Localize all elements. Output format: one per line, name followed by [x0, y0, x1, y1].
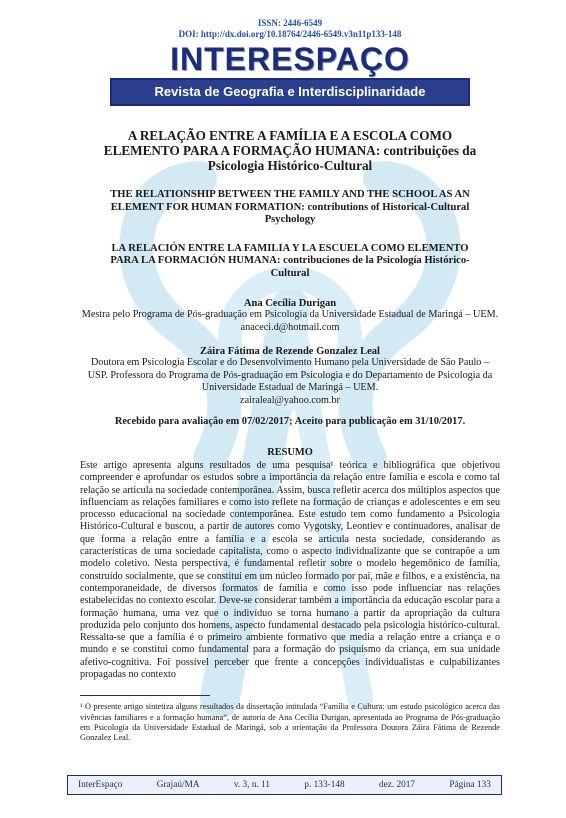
author-email[interactable]: zairaleal@yahoo.com.br	[240, 394, 340, 406]
issn-block	[80, 18, 500, 40]
title-portuguese	[80, 128, 500, 173]
received-accepted-dates: Recebido para avaliação em 07/02/2017; Aceito para publicação em 31/10/2017.	[114, 416, 466, 427]
abstract-text: Este artigo apresenta alguns resultados de uma pesquisa¹ teórica e bibliográfica que objetivou compreender e aprofundar os estudos sobre a importância da relação entre família e escola e como tal relação se articula na sociedade contemporânea. Assim, busca refletir acerca dos múltiplos aspectos que influenciam as relações familiares e como isto reflete na formação de crianças e adolescentes e em seu processo educacional na sociedade contemporânea. Este estudo tem como fundamento a Psicologia Histórico-Cultural e buscou, a partir de autores como Vygotsky, Leontiev e continuadores, analisar de que forma a relação entre a família e a escola se articula nesta sociedade, considerando as características de uma sociedade capitalista, como o aspecto individualizante que se contrapõe a um modelo coletivo. Nesta perspectiva, é fundamental refletir sobre o modelo hegemônico de família, construído socialmente, que se constitui em um núcleo formado por pai, mãe e filhos, e a existência, na contemporaneidade, de diversos formatos de família e como isso pode influenciar nas relações estabelecidas no contexto escolar. Deve-se considerar também a importância da educação escolar para a formação humana, uma vez que o indivíduo se torna humano a partir da apropriação da cultura produzida pelo conjunto dos homens, aspecto fundamental destacado pela psicologia histórico-cultural. Ressalta-se que a família é o primeiro ambiente formativo que media a relação entre a criança e o mundo e se constitui como fundamental para a formação do psiquismo da criança, em sua unidade afetivo-cognitiva. Foi possível perceber que frente a concepções individualistas e culpabilizantes propagadas no contexto	[80, 460, 500, 681]
author-email[interactable]: anaceci.d@hotmail.com	[240, 321, 340, 333]
title-en-line: THE RELATIONSHIP BETWEEN THE FAMILY AND THE SCHOOL AS AN	[110, 189, 470, 200]
footer-pages: p. 133-148	[304, 780, 345, 790]
title-en-line: ELEMENT FOR HUMAN FORMATION: contributions of Historical-Cultural	[110, 201, 470, 213]
page-footer	[67, 775, 502, 795]
footnote-divider	[80, 695, 210, 696]
author-affiliation: Doutora em Psicologia Escolar e do Desenvolvimento Humano pela Universidade de São Paulo – USP. Professora do Programa de Pós-graduação em Psicologia e do Departamento de Psicologia da Universidade Estadual de Maringá – UEM.	[87, 357, 493, 393]
author-affiliation: Mestra pelo Programa de Pós-graduação em Psicologia da Universidade Estadual de Maringá – UEM.	[81, 309, 499, 320]
title-es-line: LA RELACIÓN ENTRE LA FAMILIA Y LA ESCUELA COMO ELEMENTO	[111, 242, 469, 254]
footer-journal: InterEspaço	[78, 780, 123, 790]
footer-date: dez. 2017	[378, 780, 416, 790]
journal-logo	[80, 42, 500, 76]
title-es-line: Cultural	[270, 267, 310, 279]
title-en-line: Psychology	[264, 214, 316, 225]
abstract-heading: RESUMO	[267, 447, 313, 458]
journal-logo-text: INTERESPAÇO	[170, 41, 410, 77]
issn: ISSN: 2446-6549	[257, 18, 323, 28]
footnote: ¹ O presente artigo sintetiza alguns resultados da dissertação intitulada “Família e Cultura: um estudo psicológico acerca das vivências familiares e a formação humana”, de autoria de Ana Cecília Durigan, apresentada ao Programa de Pós-graduação em Psicologia da Universidade Estadual de Maringá, sob a orientação da Professora Doutora Záira Fátima de Rezende Gonzalez Leal.	[80, 702, 500, 742]
journal-subtitle-banner: Revista de Geografia e Interdisciplinaridade	[110, 78, 470, 106]
article-page	[0, 18, 566, 743]
doi-link[interactable]: DOI: http://dx.doi.org/10.18764/2446-6549.v3n11p133-148	[178, 29, 402, 39]
title-pt-line: ELEMENTO PARA A FORMAÇÃO HUMANA: contribuições da	[103, 143, 477, 158]
title-es-line: PARA LA FORMACIÓN HUMANA: contribuciones de la Psicología Histórico-	[110, 255, 470, 266]
author-name: Ana Cecília Durigan	[243, 298, 337, 309]
footer-place: Grajaú/MA	[156, 780, 200, 790]
title-pt-line: Psicologia Histórico-Cultural	[207, 158, 373, 173]
footer-page-number: Página 133	[449, 780, 491, 790]
title-english	[80, 189, 500, 227]
title-spanish	[80, 243, 500, 281]
author-name: Záira Fátima de Rezende Gonzalez Leal	[200, 346, 380, 357]
title-pt-line: A RELAÇÃO ENTRE A FAMÍLIA E A ESCOLA COMO	[127, 128, 453, 143]
footer-volume: v. 3, n. 11	[233, 780, 271, 790]
